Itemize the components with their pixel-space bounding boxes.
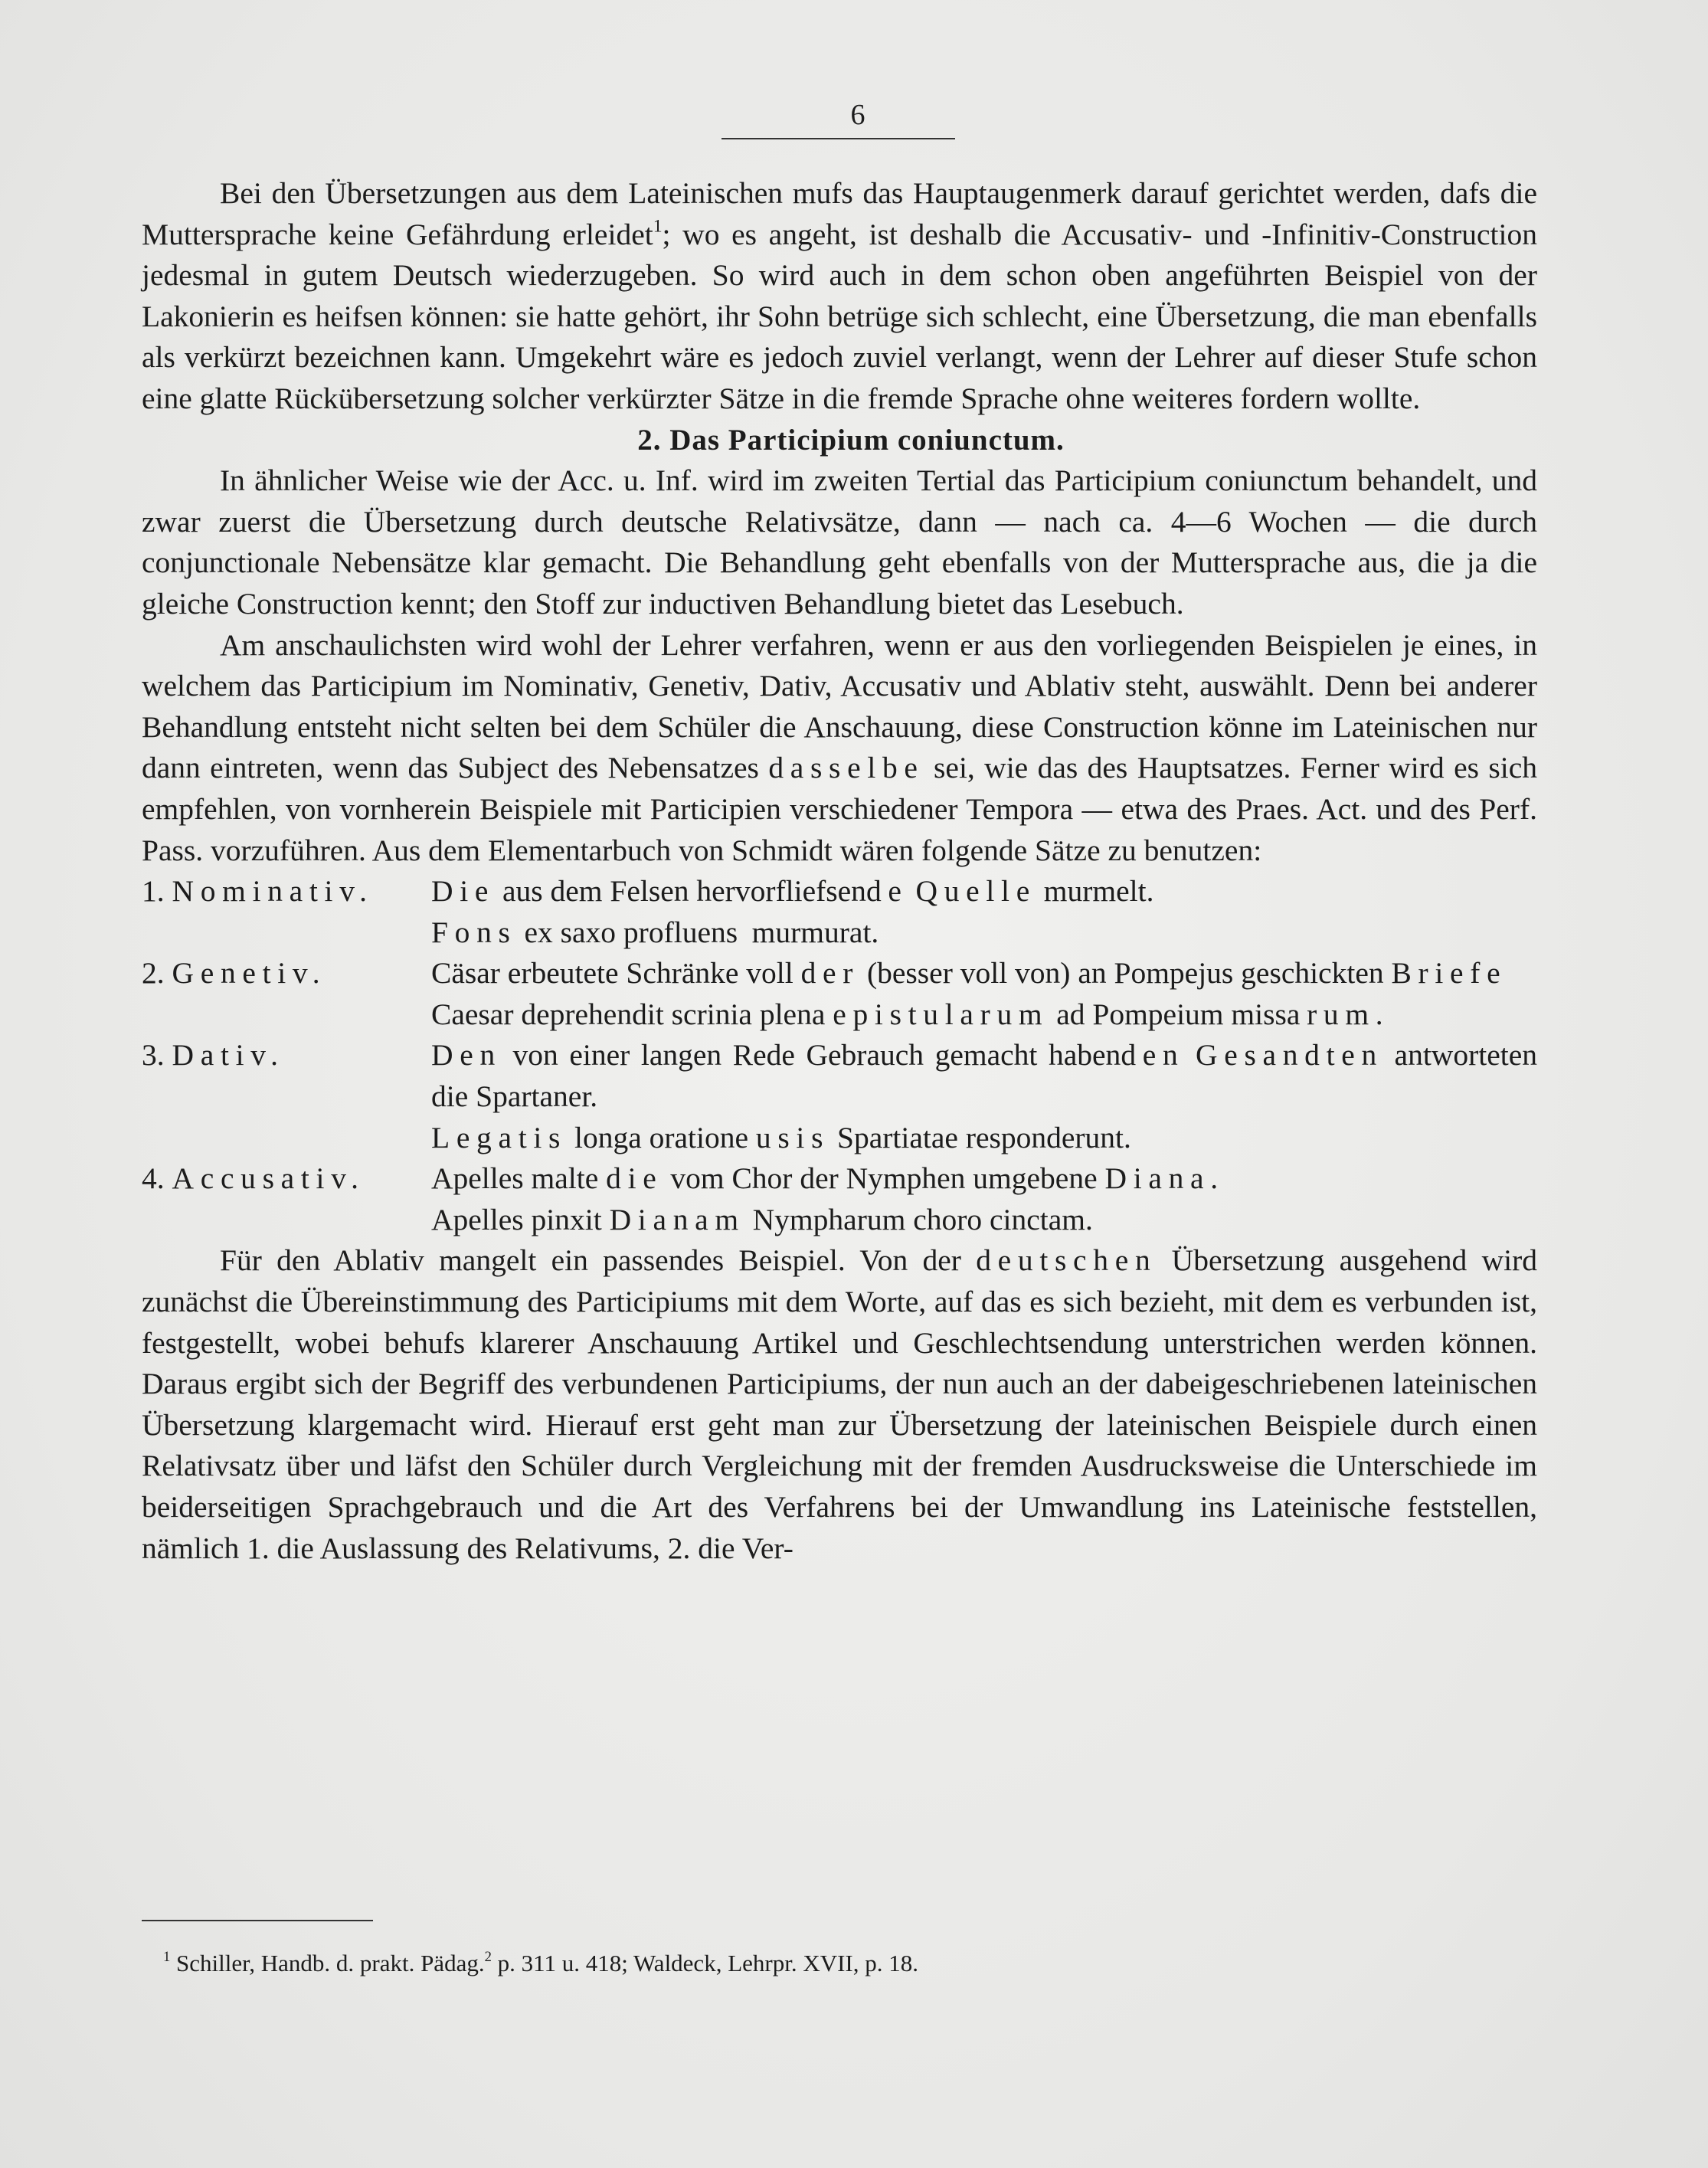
case-label: Nominativ. — [172, 874, 374, 909]
text-run: Die — [431, 874, 496, 909]
text-run: antworteten die Spartaner. — [431, 1038, 1537, 1114]
text-run: vom Chor der Nymphen umgebene — [663, 1161, 1105, 1196]
text-run: Den — [431, 1038, 502, 1073]
text-run: Apelles malte — [431, 1161, 607, 1196]
text-run: ; wo es angeht, ist deshalb die Accusativ- und -Infinitiv-Construction jedesmal in gutem Deutsch wiederzugeben. So wird auch in dem schon oben angeführten Beispiel von der Lakonierin es heifsen können: sie hatte gehört, ihr Sohn betrüge sich schlecht, eine Übersetzung, die man ebenfalls als verkürzt bezeichnen kann. Umgekehrt wäre es jedoch zuviel verlangt, wenn der Lehrer auf dieser Stufe schon eine glatte Rückübersetzung solcher verkürzter Sätze in die fremde Sprache ohne weiteres fordern wollte. — [142, 217, 1537, 415]
example-label — [142, 871, 431, 912]
spaced-emphasis: deutschen — [976, 1243, 1157, 1278]
case-label: Accusativ. — [172, 1161, 365, 1196]
text-run: Übersetzung ausgehend wird zunächst die Übereinstimmung des Participiums mit dem Worte, auf das es sich bezieht, mit dem es verbunden ist, festgestellt, wobei behufs klarerer Anschauung Artikel und Geschlechtsendung unterstrichen werden können. Daraus ergibt sich der Begriff des verbundenen Participiums, der nun auch an der dabeigeschriebenen lateinischen Übersetzung klargemacht wird. Hierauf erst geht man zur Übersetzung der lateinischen Beispiele durch einen Relativsatz über und läfst den Schüler durch Vergleichung mit der fremden Ausdrucksweise die Unterschiede im beiderseitigen Sprachgebrauch und die Art des Verfahrens bei der Umwandlung ins Lateinische feststellen, nämlich 1. die Auslassung des Relativums, 2. die Ver- — [142, 1243, 1537, 1565]
text-run — [1184, 1038, 1196, 1072]
example-latin — [142, 912, 1537, 954]
body-text — [142, 173, 1537, 1569]
text-run: Bei den Übersetzungen aus dem Lateinischen mufs das Hauptaugenmerk darauf gerichtet werden, dafs die Muttersprache keine Gefährdung erleidet — [142, 176, 1537, 251]
text-run: . — [1375, 997, 1383, 1031]
text-run: Cäsar erbeutete Schränke voll — [431, 956, 801, 991]
text-run: p. 311 u. 418; Waldeck, Lehrpr. XVII, p. 18. — [491, 1950, 918, 1976]
text-run: Schiller, Handb. d. prakt. Pädag. — [170, 1950, 485, 1976]
text-run: Für den Ablativ mangelt ein passendes Beispiel. Von der — [220, 1243, 977, 1278]
text-run: Briefe — [1391, 956, 1507, 991]
example-latin — [142, 1118, 1537, 1159]
text-run: Am anschaulichsten wird wohl der Lehrer verfahren, wenn er aus den vorliegenden Beispielen je eines, in welchem das Participium im Nominativ, Genetiv, Dativ, Accusativ und Ablativ steht, auswählt. Denn bei anderer Behandlung entsteht nicht selten bei dem Schüler die Anschauung, diese Construction könne im Lateinischen nur dann eintreten, wenn das Subject des Nebensatzes — [142, 627, 1537, 785]
paragraph-4 — [142, 1240, 1537, 1569]
text-run: Quelle — [915, 874, 1036, 909]
text-run: von einer langen Rede Gebrauch gemacht haben — [501, 1038, 1121, 1073]
text-run: Caesar deprehendit scrinia plena — [431, 997, 833, 1031]
page-number: 6 — [850, 99, 865, 131]
example-label — [142, 1035, 431, 1117]
text-run: Nympharum choro cinctam. — [744, 1202, 1093, 1236]
text-run: Diana — [1104, 1161, 1211, 1196]
text-run: (besser voll von) an Pompejus geschickten — [859, 956, 1392, 991]
text-run: Gesandten — [1196, 1038, 1383, 1073]
text-run: ad Pompeium miss — [1049, 997, 1287, 1031]
text-run: der — [800, 956, 860, 991]
paragraph-3 — [142, 625, 1537, 872]
example-accusativ — [142, 1158, 1537, 1200]
case-label: Dativ. — [172, 1038, 285, 1073]
example-latin — [142, 1200, 1537, 1241]
text-run: Apelles pinxit — [431, 1202, 610, 1236]
paragraph-intro — [142, 173, 1537, 420]
section-heading: 2. Das Participium coniunctum. — [637, 423, 1065, 457]
text-run: . — [1210, 1161, 1219, 1196]
example-german — [431, 953, 1537, 994]
example-german — [431, 1158, 1537, 1200]
text-run: Spartiatae responderunt. — [829, 1120, 1131, 1154]
example-german — [431, 871, 1537, 912]
example-label — [142, 1158, 431, 1200]
case-label: Genetiv. — [172, 956, 327, 991]
header-rule — [721, 138, 955, 139]
text-run: longa oratione — [567, 1120, 756, 1154]
superscript: 2 — [484, 1948, 492, 1965]
example-latin — [142, 994, 1537, 1036]
text-run: aus dem Felsen hervorfliefsen — [495, 874, 866, 909]
text-run: de — [865, 874, 908, 909]
text-run: die — [606, 1161, 663, 1196]
text-run: epistularum — [833, 997, 1049, 1031]
example-number: 4. — [142, 1161, 172, 1196]
footnote-rule — [142, 1920, 373, 1921]
text-run: den — [1121, 1038, 1185, 1073]
text-run: usis — [755, 1120, 830, 1154]
paragraph-2: In ähnlicher Weise wie der Acc. u. Inf. wird im zweiten Tertial das Participium coniunctum behandelt, und zwar zuerst die Übersetzung durch deutsche Relativsätze, dann — nach ca. 4—6 Wochen — die durch conjunctionale Nebensätze klar gemacht. Die Behandlung geht ebenfalls von der Muttersprache aus, die ja die gleiche Construction kennt; den Stoff zur inductiven Behandlung bietet das Lesebuch. — [142, 463, 1537, 621]
text-run: Legatis — [431, 1120, 568, 1154]
footnote-marker: 1 — [163, 1948, 171, 1965]
example-german — [431, 1035, 1537, 1117]
text-run: s — [725, 915, 744, 949]
text-run: Dianam — [609, 1202, 745, 1236]
footnote — [163, 1948, 918, 1979]
example-label — [142, 953, 431, 994]
spaced-emphasis: dasselbe — [768, 751, 924, 785]
text-run: ex saxo profluen — [516, 915, 726, 949]
text-run: Fons — [431, 915, 517, 949]
example-genetiv — [142, 953, 1537, 994]
text-run: murmurat. — [744, 915, 879, 949]
example-number: 2. — [142, 956, 172, 991]
example-number: 3. — [142, 1038, 172, 1073]
text-run — [908, 874, 916, 908]
text-run: murmelt. — [1036, 874, 1154, 909]
example-nominativ — [142, 871, 1537, 912]
text-run: arum — [1286, 997, 1376, 1031]
footnote-ref: 1 — [653, 216, 663, 237]
example-number: 1. — [142, 874, 172, 909]
text-run: sei, wie das des Hauptsatzes. Ferner wird es sich empfehlen, von vornherein Beispiele mit Participien verschiedener Tempora — etwa des Praes. Act. und des Perf. Pass. vorzuführen. Aus dem Elementarbuch von Schmidt wären folgende Sätze zu benutzen: — [142, 751, 1537, 867]
example-dativ — [142, 1035, 1537, 1117]
